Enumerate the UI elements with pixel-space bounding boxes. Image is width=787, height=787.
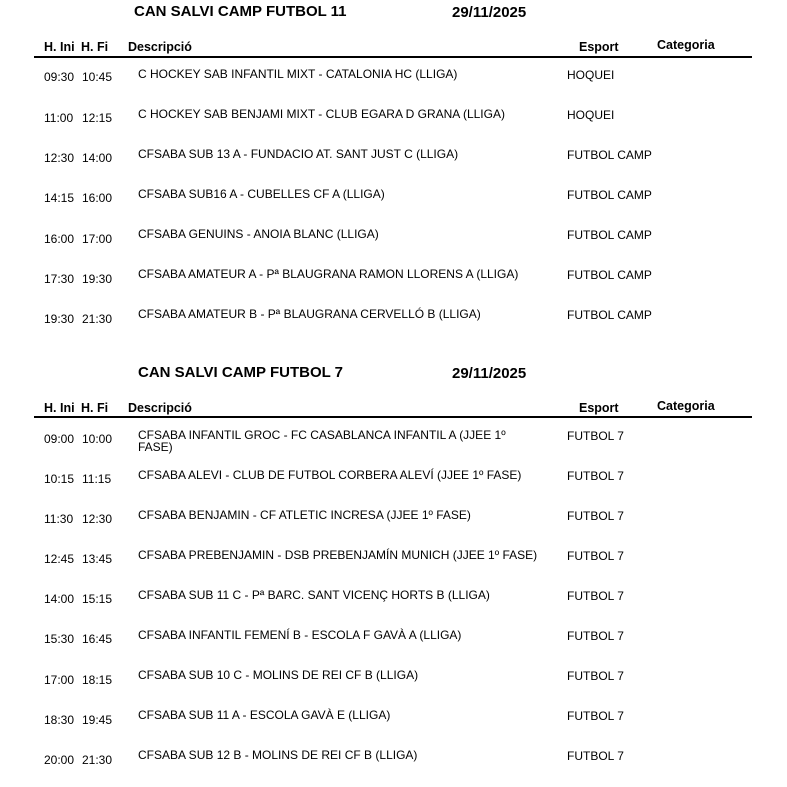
- start-time: 10:15: [44, 472, 75, 486]
- start-time: 19:30: [44, 312, 75, 326]
- end-time: 21:30: [82, 753, 113, 767]
- start-time: 11:00: [44, 111, 74, 125]
- start-time: 15:30: [44, 632, 75, 646]
- header-rule: [34, 416, 752, 418]
- header-rule: [34, 56, 752, 58]
- table-row: [0, 66, 787, 106]
- start-time: 17:00: [44, 673, 75, 687]
- sport: FUTBOL CAMP: [567, 188, 652, 202]
- end-time: 18:15: [82, 673, 113, 687]
- header-descripcio: Descripció: [128, 401, 192, 415]
- sport: FUTBOL 7: [567, 709, 624, 723]
- description: CFSABA SUB 13 A - FUNDACIO AT. SANT JUST C (LLIGA): [138, 147, 459, 161]
- description: CFSABA SUB 11 A - ESCOLA GAVÀ E (LLIGA): [138, 708, 391, 722]
- start-time: 16:00: [44, 232, 75, 246]
- start-time: 18:30: [44, 713, 75, 727]
- start-time: 14:15: [44, 191, 75, 205]
- end-time: 21:30: [82, 312, 113, 326]
- table-row: [0, 306, 787, 346]
- section-date: 29/11/2025: [452, 365, 527, 382]
- end-time: 16:45: [82, 632, 113, 646]
- description: CFSABA INFANTIL FEMENÍ B - ESCOLA F GAVÀ A (LLIGA): [138, 628, 462, 642]
- sport: FUTBOL CAMP: [567, 228, 652, 242]
- sport: HOQUEI: [567, 68, 615, 82]
- end-time: 10:00: [82, 432, 113, 446]
- sport: HOQUEI: [567, 108, 615, 122]
- start-time: 20:00: [44, 753, 75, 767]
- description: C HOCKEY SAB BENJAMI MIXT - CLUB EGARA D GRANA (LLIGA): [138, 107, 505, 121]
- description: CFSABA AMATEUR A - Pª BLAUGRANA RAMON LLORENS A (LLIGA): [138, 267, 519, 281]
- header-h-fi: H. Fi: [81, 40, 109, 54]
- table-row: [0, 467, 787, 507]
- end-time: 10:45: [82, 70, 113, 84]
- end-time: 17:00: [82, 232, 113, 246]
- table-row: [0, 427, 787, 467]
- header-categoria: Categoria: [657, 399, 715, 413]
- table-row: [0, 106, 787, 146]
- header-h-fi: H. Fi: [81, 401, 109, 415]
- description: CFSABA GENUINS - ANOIA BLANC (LLIGA): [138, 227, 379, 241]
- description: CFSABA ALEVI - CLUB DE FUTBOL CORBERA ALEVÍ (JJEE 1º FASE): [138, 468, 522, 482]
- sport: FUTBOL 7: [567, 589, 624, 603]
- end-time: 13:45: [82, 552, 113, 566]
- table-row: [0, 707, 787, 747]
- section-title: CAN SALVI CAMP FUTBOL 11: [134, 3, 347, 20]
- start-time: 17:30: [44, 272, 75, 286]
- table-row: [0, 146, 787, 186]
- end-time: 12:30: [82, 512, 113, 526]
- start-time: 12:30: [44, 151, 75, 165]
- description: CFSABA SUB 11 C - Pª BARC. SANT VICENÇ HORTS B (LLIGA): [138, 588, 490, 602]
- end-time: 16:00: [82, 191, 113, 205]
- header-esport: Esport: [579, 401, 619, 415]
- table-row: [0, 266, 787, 306]
- end-time: 19:45: [82, 713, 113, 727]
- header-descripcio: Descripció: [128, 40, 192, 54]
- table-row: [0, 507, 787, 547]
- sport: FUTBOL 7: [567, 669, 624, 683]
- table-row: [0, 547, 787, 587]
- description: CFSABA SUB16 A - CUBELLES CF A (LLIGA): [138, 187, 385, 201]
- header-categoria: Categoria: [657, 38, 715, 52]
- end-time: 15:15: [82, 592, 113, 606]
- end-time: 11:15: [82, 472, 112, 486]
- table-row: [0, 627, 787, 667]
- sport: FUTBOL 7: [567, 749, 624, 763]
- table-row: [0, 747, 787, 787]
- header-h-ini: H. Ini: [44, 401, 75, 415]
- description: CFSABA PREBENJAMIN - DSB PREBENJAMÍN MUNICH (JJEE 1º FASE): [138, 548, 538, 562]
- description: CFSABA BENJAMIN - CF ATLETIC INCRESA (JJEE 1º FASE): [138, 508, 471, 522]
- description: CFSABA INFANTIL GROC - FC CASABLANCA INFANTIL A (JJEE 1º FASE): [138, 428, 506, 454]
- section-date: 29/11/2025: [452, 4, 527, 21]
- sport: FUTBOL CAMP: [567, 268, 652, 282]
- start-time: 09:30: [44, 70, 75, 84]
- start-time: 14:00: [44, 592, 75, 606]
- start-time: 09:00: [44, 432, 75, 446]
- description: CFSABA SUB 12 B - MOLINS DE REI CF B (LLIGA): [138, 748, 418, 762]
- start-time: 12:45: [44, 552, 75, 566]
- table-row: [0, 667, 787, 707]
- end-time: 14:00: [82, 151, 113, 165]
- end-time: 12:15: [82, 111, 113, 125]
- section-title: CAN SALVI CAMP FUTBOL 7: [138, 364, 344, 381]
- sport: FUTBOL 7: [567, 469, 624, 483]
- sport: FUTBOL CAMP: [567, 308, 652, 322]
- sport: FUTBOL CAMP: [567, 148, 652, 162]
- description: CFSABA AMATEUR B - Pª BLAUGRANA CERVELLÓ B (LLIGA): [138, 307, 481, 321]
- description: CFSABA SUB 10 C - MOLINS DE REI CF B (LLIGA): [138, 668, 419, 682]
- sport: FUTBOL 7: [567, 429, 624, 443]
- end-time: 19:30: [82, 272, 113, 286]
- header-esport: Esport: [579, 40, 619, 54]
- table-row: [0, 226, 787, 266]
- description: C HOCKEY SAB INFANTIL MIXT - CATALONIA HC (LLIGA): [138, 67, 458, 81]
- sport: FUTBOL 7: [567, 549, 624, 563]
- start-time: 11:30: [44, 512, 74, 526]
- table-row: [0, 587, 787, 627]
- sport: FUTBOL 7: [567, 509, 624, 523]
- header-h-ini: H. Ini: [44, 40, 75, 54]
- table-row: [0, 186, 787, 226]
- sport: FUTBOL 7: [567, 629, 624, 643]
